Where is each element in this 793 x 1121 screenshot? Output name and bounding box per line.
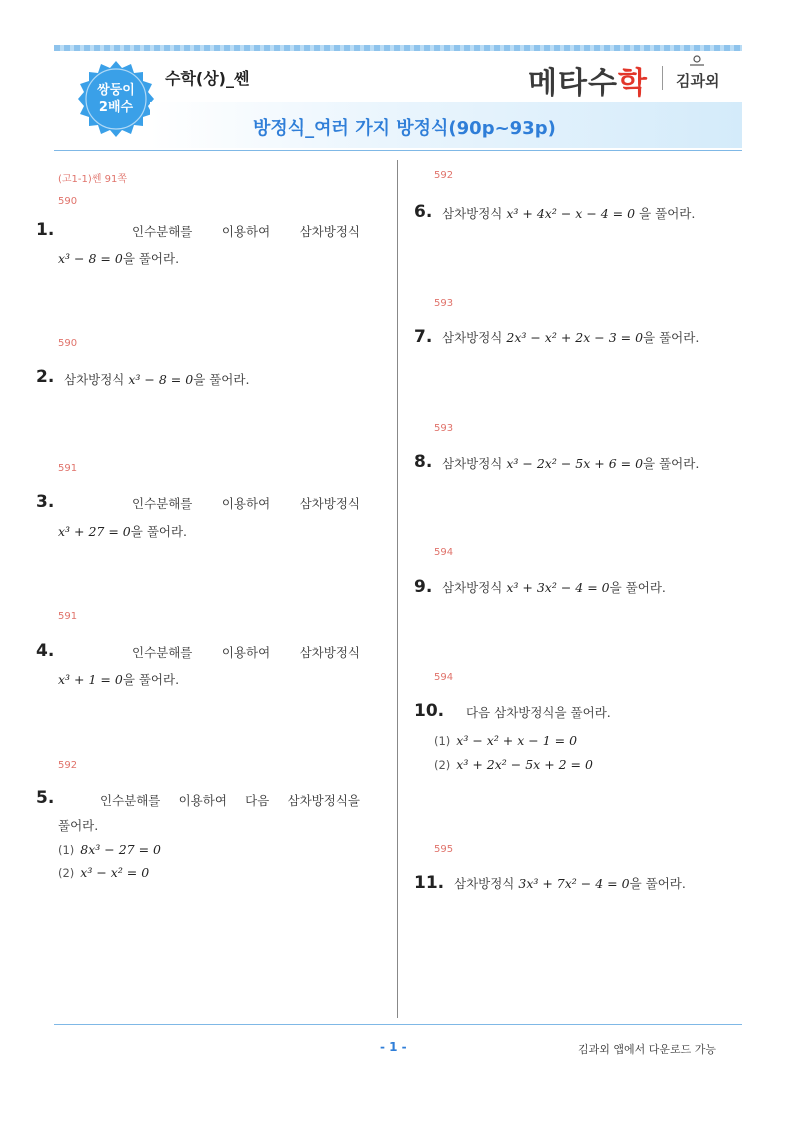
equation: x³ + 3x² − 4 = 0 (506, 580, 610, 595)
sub-question (58, 842, 161, 857)
question-suffix: 을 풀어라. (639, 206, 696, 221)
question-line (100, 787, 360, 815)
question-word: 이용하여 (178, 793, 227, 808)
equation: x³ − 8 = 0 (128, 372, 194, 387)
question-number: 9. (414, 577, 433, 597)
badge-line1: 쌍둥이 (97, 83, 135, 98)
question-number: 6. (414, 202, 433, 222)
equation: 2x³ − x² + 2x − 3 = 0 (506, 330, 644, 345)
page-title: 방정식_여러 가지 방정식(90p~93p) (253, 118, 556, 139)
question-line (58, 518, 187, 546)
question-tag: 594 (434, 547, 454, 558)
question-word: 삼차방정식 (299, 496, 360, 511)
question-suffix: 을 풀어라. (193, 372, 250, 387)
question-number: 2. (36, 367, 55, 387)
brand-separator (662, 66, 663, 90)
question-tag: 590 (58, 196, 78, 207)
question-tag: 593 (434, 423, 454, 434)
question-number: 7. (414, 327, 433, 347)
question-word: 인수분해를 (132, 496, 193, 511)
question-line (442, 200, 695, 228)
question-tag: 594 (434, 672, 454, 683)
question-word: 이용하여 (221, 496, 271, 511)
brand-main: 메타수 (528, 66, 618, 101)
title-divider (54, 150, 742, 151)
question-suffix: 을 풀어라. (122, 251, 180, 266)
question-word: 삼차방정식을 (287, 793, 360, 808)
person-icon (688, 55, 706, 71)
question-suffix: 을 풀어라. (609, 580, 666, 595)
sub-label: (2) (58, 866, 75, 880)
question-line: 풀어라. (58, 818, 99, 833)
question-tag: 592 (434, 170, 454, 181)
question-prefix: 삼차방정식 (442, 580, 503, 595)
question-number: 5. (36, 788, 55, 808)
question-line (132, 490, 360, 518)
question-number: 4. (36, 641, 55, 661)
equation: x³ + 27 = 0 (58, 524, 131, 539)
question-word: 인수분해를 (132, 645, 193, 660)
sub-question (434, 733, 577, 748)
question-suffix: 을 풀어라. (643, 456, 700, 471)
equation: 8x³ − 27 = 0 (80, 842, 162, 857)
question-number: 3. (36, 492, 55, 512)
sub-label: (1) (434, 734, 451, 748)
equation: x³ + 2x² − 5x + 2 = 0 (456, 757, 593, 772)
question-tag: 593 (434, 298, 454, 309)
question-word: 다음 (245, 793, 270, 808)
question-prefix: 삼차방정식 (442, 330, 503, 345)
question-line (58, 245, 179, 273)
sub-question (434, 757, 593, 772)
question-line (442, 450, 699, 478)
question-prefix: 삼차방정식 (442, 206, 503, 221)
badge-text (77, 82, 155, 116)
twin-badge (77, 60, 155, 138)
question-tag: 591 (58, 611, 78, 622)
question-number: 1. (36, 220, 55, 240)
question-line: 다음 삼차방정식을 풀어라. (466, 705, 611, 720)
question-suffix: 을 풀어라. (629, 876, 686, 891)
question-prefix: 삼차방정식 (64, 372, 125, 387)
question-line (132, 218, 360, 246)
question-word: 삼차방정식 (299, 224, 360, 239)
question-number: 11. (414, 873, 445, 893)
question-tag: 591 (58, 463, 78, 474)
question-line (442, 574, 666, 602)
column-divider (397, 160, 398, 1018)
top-stripe (54, 45, 742, 51)
question-tag: 595 (434, 844, 454, 855)
sub-label: (1) (58, 843, 75, 857)
question-number: 8. (414, 452, 433, 472)
equation: 3x³ + 7x² − 4 = 0 (518, 876, 630, 891)
question-prefix: 삼차방정식 (442, 456, 503, 471)
question-suffix: 을 풀어라. (643, 330, 700, 345)
course-label: 수학(상)_쎈 (165, 69, 250, 88)
equation: x³ − x² + x − 1 = 0 (456, 733, 578, 748)
source-note: (고1-1)쎈 91쪽 (58, 174, 128, 185)
brand-logo (528, 58, 648, 102)
question-line (132, 639, 360, 667)
question-line (454, 870, 686, 898)
brand-sub-logo: 김과외 (676, 72, 720, 90)
question-word: 이용하여 (221, 224, 271, 239)
question-tag: 590 (58, 338, 78, 349)
brand-accent: 학 (617, 66, 648, 101)
question-word: 삼차방정식 (299, 645, 360, 660)
question-line (64, 366, 249, 394)
question-tag: 592 (58, 760, 78, 771)
question-word: 이용하여 (221, 645, 271, 660)
question-line (442, 324, 699, 352)
question-suffix: 을 풀어라. (130, 524, 188, 539)
question-word: 인수분해를 (132, 224, 193, 239)
question-suffix: 을 풀어라. (122, 672, 180, 687)
sub-question (58, 865, 149, 880)
question-prefix: 삼차방정식 (454, 876, 515, 891)
page-number: - 1 - (380, 1040, 407, 1054)
question-word: 인수분해를 (100, 793, 161, 808)
equation: x³ + 1 = 0 (58, 672, 123, 687)
equation: x³ + 4x² − x − 4 = 0 (506, 206, 636, 221)
question-number: 10. (414, 701, 445, 721)
equation: x³ − x² = 0 (80, 865, 150, 880)
footer-note: 김과외 앱에서 다운로드 가능 (578, 1043, 717, 1056)
sub-label: (2) (434, 758, 451, 772)
equation: x³ − 8 = 0 (58, 251, 123, 266)
equation: x³ − 2x² − 5x + 6 = 0 (506, 456, 644, 471)
question-line (58, 666, 179, 694)
footer-divider (54, 1024, 742, 1025)
badge-line2: 2배수 (98, 100, 134, 115)
